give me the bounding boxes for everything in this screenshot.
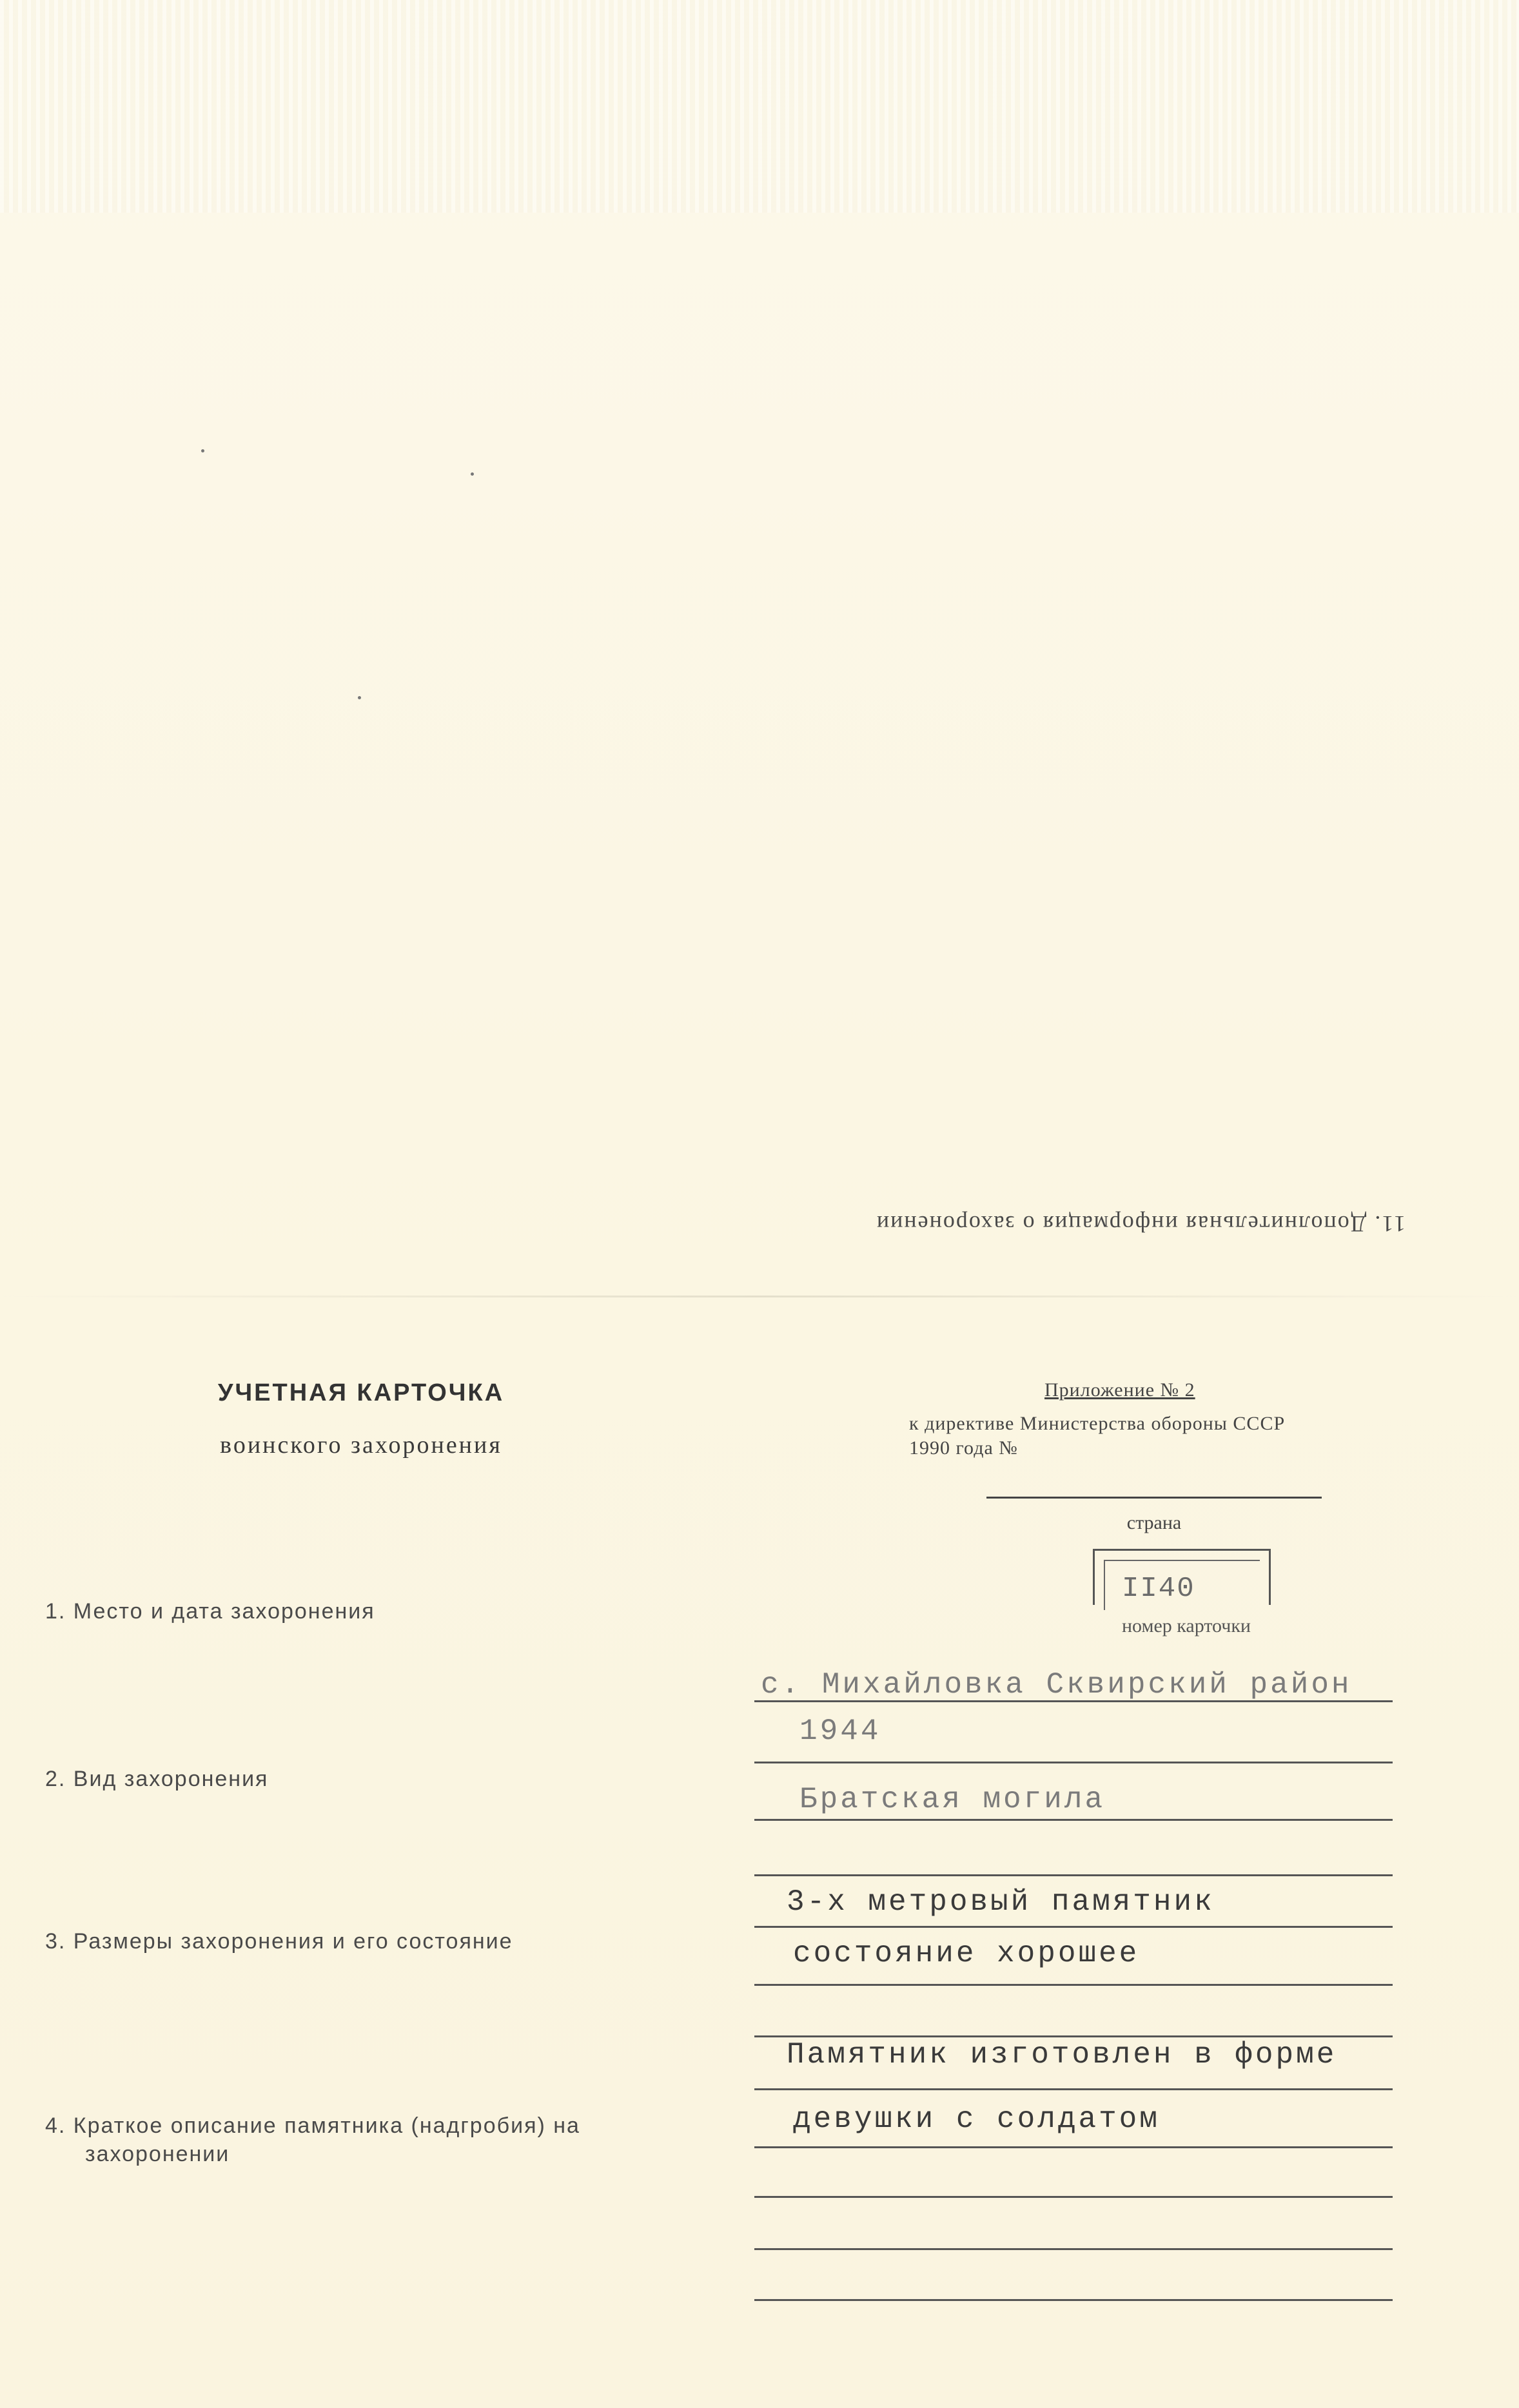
card-number-label: номер карточки: [1122, 1615, 1251, 1636]
typed-size-line-2: состояние хорошее: [793, 1937, 1140, 1970]
directive-text: [909, 1412, 1373, 1461]
scan-artifact: [0, 0, 1519, 213]
field-rule: [754, 2196, 1393, 2198]
field-rule: [754, 1874, 1393, 1876]
field-rule: [754, 1819, 1393, 1821]
field-rule: [754, 1926, 1393, 1928]
typed-description-line-1: Памятник изготовлен в форме: [787, 2038, 1337, 2072]
card-number-value: II40: [1122, 1573, 1195, 1605]
typed-date: 1944: [799, 1714, 881, 1748]
speck: [471, 472, 474, 476]
item-label-description-line-1: 4. Краткое описание памятника (надгробия) на: [45, 2113, 580, 2138]
field-rule: [754, 2146, 1393, 2148]
typed-size-line-1: 3-х метровый памятник: [787, 1885, 1215, 1919]
fold-line: [0, 1296, 1519, 1297]
item-label-place-date: 1. Место и дата захоронения: [45, 1599, 375, 1624]
item-label-description: [45, 2112, 690, 2168]
typed-description-line-2: девушки с солдатом: [793, 2102, 1160, 2136]
field-rule: [754, 1762, 1393, 1763]
typed-kind: Братская могила: [799, 1783, 1106, 1816]
directive-line-2: 1990 года №: [909, 1437, 1018, 1459]
upside-down-heading: 11. Дополнительная информация о захоронении: [875, 1211, 1406, 1237]
directive-line-1: к директиве Министерства обороны СССР: [909, 1413, 1286, 1434]
field-rule: [754, 1984, 1393, 1986]
speck: [358, 696, 361, 699]
field-rule: [754, 2035, 1393, 2037]
field-rule: [754, 2299, 1393, 2301]
item-label-size-state: 3. Размеры захоронения и его состояние: [45, 1929, 513, 1954]
field-rule: [754, 1700, 1393, 1702]
speck: [201, 449, 204, 452]
item-label-kind: 2. Вид захоронения: [45, 1767, 269, 1791]
card-title: УЧЕТНАЯ КАРТОЧКА: [217, 1379, 505, 1406]
card-subtitle: воинского захоронения: [220, 1432, 502, 1459]
country-label: страна: [1126, 1512, 1182, 1533]
field-rule: [754, 2088, 1393, 2090]
field-rule: [754, 2248, 1393, 2250]
typed-place: с. Михайловка Сквирский район: [761, 1668, 1352, 1702]
country-field-line: [986, 1497, 1322, 1499]
appendix-label: Приложение № 2: [1044, 1379, 1195, 1401]
item-label-description-line-2: захоронении: [85, 2142, 230, 2166]
